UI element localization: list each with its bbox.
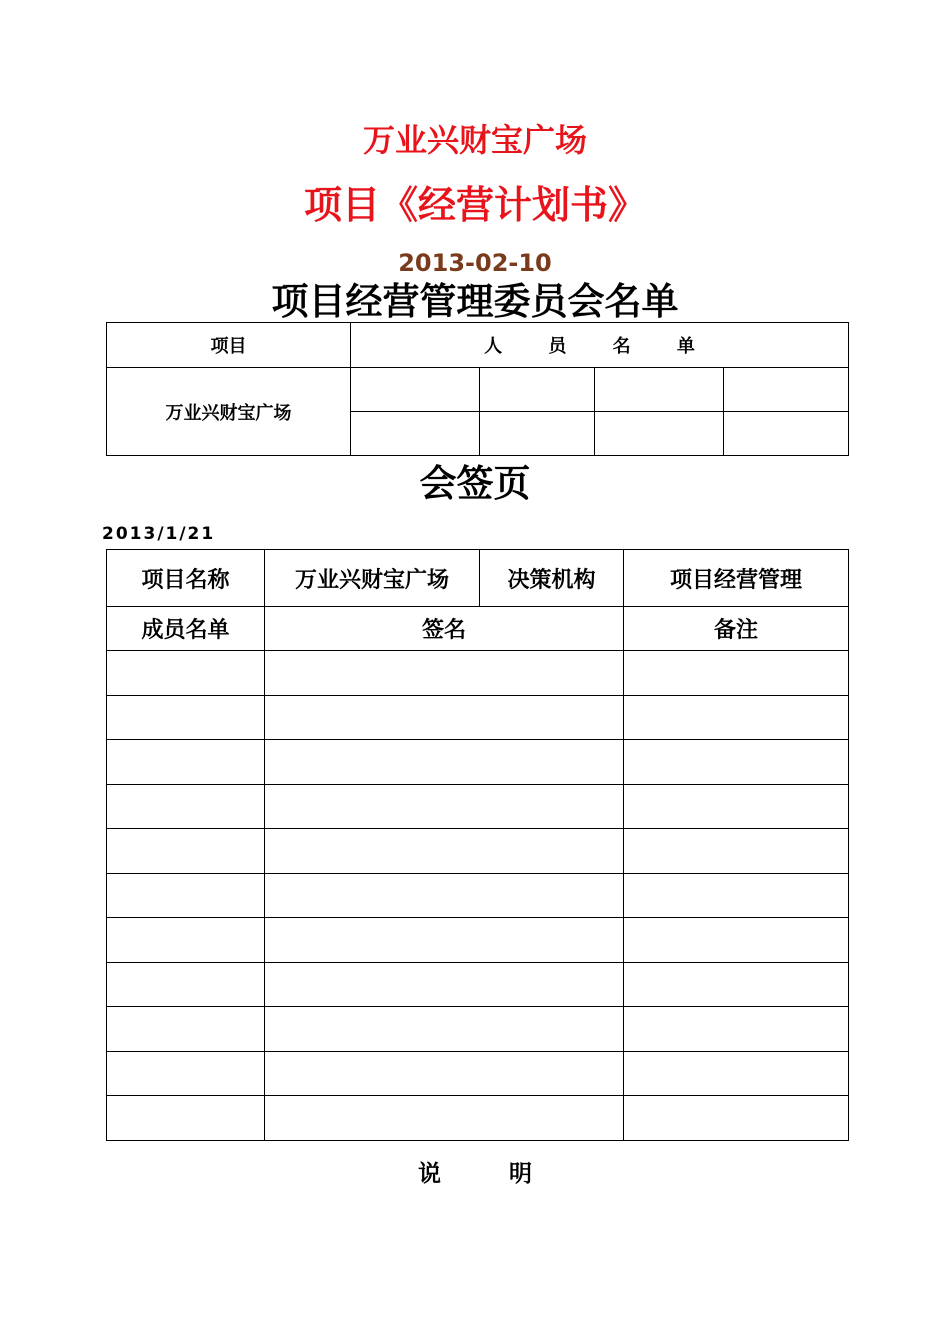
- signature-cell[interactable]: [265, 918, 624, 963]
- signature-cell[interactable]: [265, 784, 624, 829]
- remarks-cell[interactable]: [624, 1007, 849, 1052]
- signature-cell[interactable]: [265, 962, 624, 1007]
- committee-col-project: 项目: [107, 323, 351, 368]
- signoff-header-row: [107, 607, 849, 651]
- member-cell[interactable]: [107, 962, 265, 1007]
- remarks-cell[interactable]: [624, 829, 849, 874]
- signature-cell[interactable]: [265, 651, 624, 696]
- signoff-row: [107, 918, 849, 963]
- signature-cell[interactable]: [265, 1007, 624, 1052]
- member-cell[interactable]: [107, 740, 265, 785]
- member-cell[interactable]: [107, 1051, 265, 1096]
- signature-cell[interactable]: [265, 695, 624, 740]
- signature-cell[interactable]: [265, 829, 624, 874]
- remarks-cell[interactable]: [624, 918, 849, 963]
- committee-table: [106, 322, 849, 456]
- signoff-row: [107, 695, 849, 740]
- signoff-row: [107, 1007, 849, 1052]
- remarks-cell[interactable]: [624, 1096, 849, 1141]
- remarks-cell[interactable]: [624, 873, 849, 918]
- member-cell[interactable]: [724, 368, 849, 412]
- signoff-date: 2013/1/21: [102, 524, 216, 544]
- col-members: 成员名单: [107, 607, 265, 651]
- value-decision-body: 项目经营管理: [624, 550, 849, 607]
- signature-cell[interactable]: [265, 1051, 624, 1096]
- member-cell[interactable]: [107, 695, 265, 740]
- member-cell[interactable]: [480, 368, 595, 412]
- member-cell[interactable]: [595, 368, 724, 412]
- remarks-cell[interactable]: [624, 1051, 849, 1096]
- member-cell[interactable]: [724, 412, 849, 456]
- signoff-row: [107, 829, 849, 874]
- signoff-row: [107, 651, 849, 696]
- document-title: 项目《经营计划书》: [303, 183, 646, 227]
- member-cell[interactable]: [107, 651, 265, 696]
- remarks-cell[interactable]: [624, 695, 849, 740]
- member-cell[interactable]: [480, 412, 595, 456]
- signoff-row: [107, 1096, 849, 1141]
- committee-project-value: 万业兴财宝广场: [107, 368, 351, 456]
- col-signature: 签名: [265, 607, 624, 651]
- signoff-row: [107, 784, 849, 829]
- member-cell[interactable]: [107, 829, 265, 874]
- member-cell[interactable]: [595, 412, 724, 456]
- signoff-row: [107, 1051, 849, 1096]
- member-cell[interactable]: [107, 1007, 265, 1052]
- member-cell[interactable]: [107, 873, 265, 918]
- value-project-name: 万业兴财宝广场: [265, 550, 480, 607]
- signature-cell[interactable]: [265, 740, 624, 785]
- signoff-row: [107, 873, 849, 918]
- signoff-row: [107, 740, 849, 785]
- member-cell[interactable]: [351, 412, 480, 456]
- signature-cell[interactable]: [265, 873, 624, 918]
- project-name-heading: 万业兴财宝广场: [362, 121, 587, 159]
- signoff-info-row: [107, 550, 849, 607]
- remarks-cell[interactable]: [624, 784, 849, 829]
- signoff-row: [107, 962, 849, 1007]
- committee-title: 项目经营管理委员会名单: [271, 280, 679, 323]
- col-remarks: 备注: [624, 607, 849, 651]
- document-date: 2013-02-10: [398, 249, 552, 277]
- section-title-notes: 说 明: [417, 1161, 532, 1187]
- label-decision-body: 决策机构: [480, 550, 624, 607]
- member-cell[interactable]: [107, 918, 265, 963]
- remarks-cell[interactable]: [624, 651, 849, 696]
- member-cell[interactable]: [107, 784, 265, 829]
- member-cell[interactable]: [351, 368, 480, 412]
- signoff-title: 会签页: [419, 462, 531, 505]
- remarks-cell[interactable]: [624, 740, 849, 785]
- remarks-cell[interactable]: [624, 962, 849, 1007]
- member-cell[interactable]: [107, 1096, 265, 1141]
- committee-header-row: [107, 323, 849, 368]
- signature-cell[interactable]: [265, 1096, 624, 1141]
- signoff-table: [106, 549, 849, 1141]
- committee-col-members: 人 员 名 单: [351, 323, 849, 368]
- committee-row: [107, 368, 849, 412]
- label-project-name: 项目名称: [107, 550, 265, 607]
